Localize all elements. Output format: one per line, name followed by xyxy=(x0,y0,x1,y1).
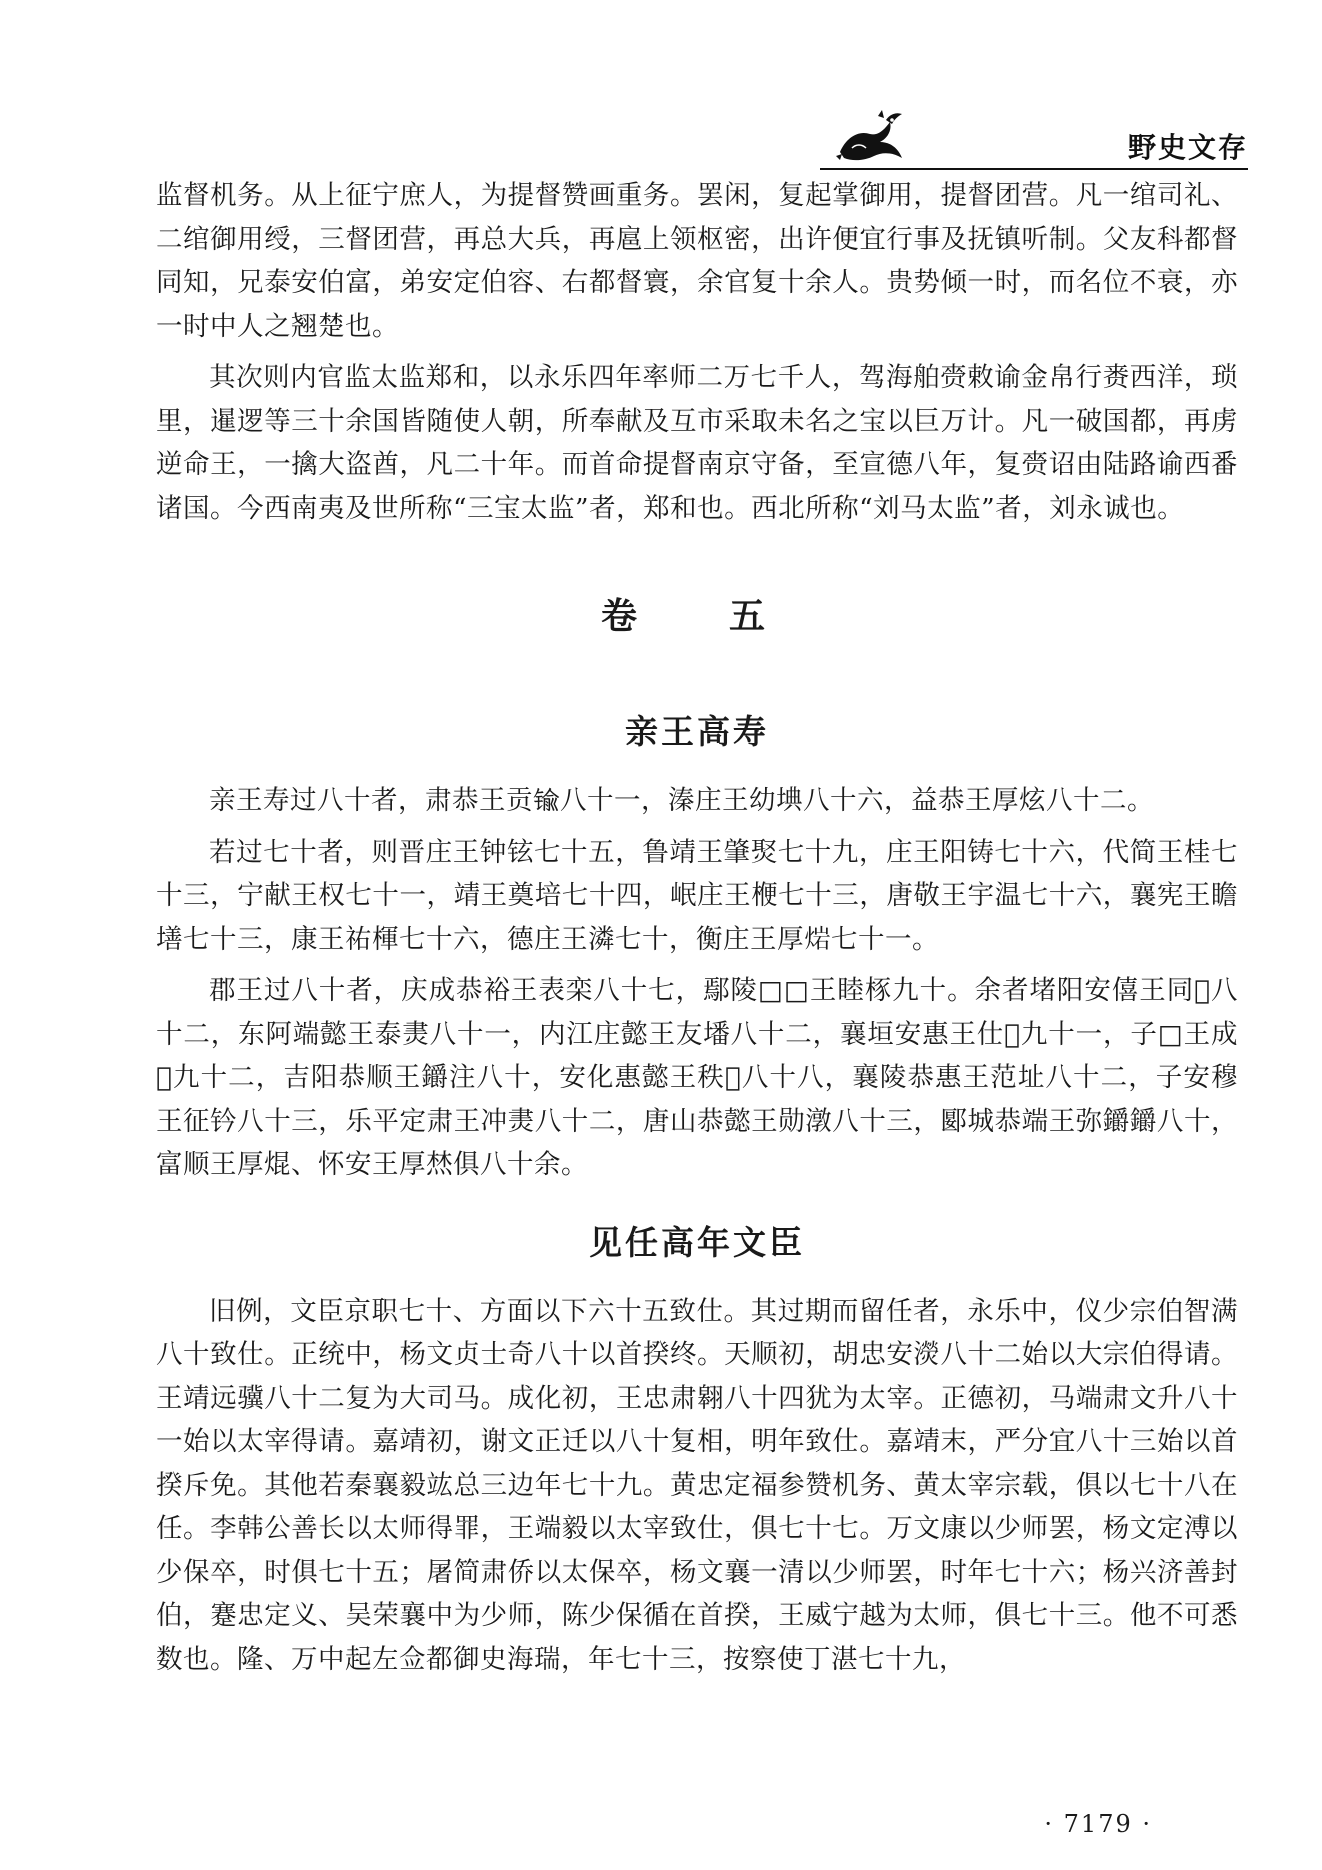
paragraph-officials-1: 旧例，文臣京职七十、方面以下六十五致仕。其过期而留任者，永乐中，仪少宗伯智满八十致仕。正统中，杨文贞士奇八十以首揆终。天顺初，胡忠安濙八十二始以大宗伯得请。王靖远骥八十二复为大司马。成化初，王忠肃翱八十四犹为太宰。正德初，马端肃文升八十一始以太宰得请。嘉靖初，谢文正迁以八十复相，明年致仕。嘉靖末，严分宜八十三始以首揆斥免。其他若秦襄毅竑总三边年七十九。黄忠定福参赞机务、黄太宰宗载，俱以七十八在任。李韩公善长以太师得罪，王端毅以太宰致仕，俱七十七。万文康以少师罢，杨文定溥以少保卒，时俱七十五；屠简肃侨以太保卒，杨文襄一清以少师罢，时年七十六；杨兴济善封伯，蹇忠定义、吴荣襄中为少师，陈少保循在首揆，王威宁越为太师，俱七十三。他不可悉数也。隆、万中起左佥都御史海瑞，年七十三，按察使丁湛七十九， xyxy=(156,1295,1238,1675)
dragon-emblem-icon xyxy=(832,108,910,168)
page-number: · 7179 · xyxy=(1044,1810,1152,1838)
header-rule xyxy=(820,168,1248,170)
paragraph-zheng-he: 其次则内官监太监郑和，以永乐四年率师二万七千人，驾海舶赍敕谕金帛行赉西洋，琐里，暹逻等三十余国皆随使人朝，所奉献及互市采取未名之宝以巨万计。凡一破国都，再虏逆命王，一擒大盗酋，凡二十年。而首命提督南京守备，至宣德八年，复赍诏由陆路谕西番诸国。今西南夷及世所称“三宝太监”者，郑和也。西北所称“刘马太监”者，刘永诚也。 xyxy=(156,362,1238,524)
series-title: 野史文存 xyxy=(1127,131,1248,164)
volume-heading: 卷 五 xyxy=(600,596,793,637)
text-body xyxy=(156,174,1238,1689)
section-title-officials: 见任高年文臣 xyxy=(589,1222,805,1262)
section-title-princes: 亲王高寿 xyxy=(625,712,769,751)
paragraph-princes-1: 亲王寿过八十者，肃恭王贡𨱎八十一，溱庄王幼㙉八十六，益恭王厚炫八十二。 xyxy=(209,785,1154,816)
paragraph-continued: 监督机务。从上征宁庶人，为提督赞画重务。罢闲，复起掌御用，提督团营。凡一绾司礼、二绾御用绶，三督团营，再总大兵，再扈上领枢密，出许便宜行事及抚镇听制。父友科都督同知，兄泰安伯富，弟安定伯容、右都督寰，余官复十余人。贵势倾一时，而名位不衰，亦一时中人之翘楚也。 xyxy=(156,180,1238,342)
paragraph-princes-2: 若过七十者，则晋庄王钟铉七十五，鲁靖王肇㷅七十九，庄王阳铸七十六，代简王桂七十三，宁献王权七十一，靖王奠培七十四，岷庄王楩七十三，唐敬王宇温七十六，襄宪王瞻墡七十三，康王祐楎七十六，德庄王潾七十，衡庄王厚𤊤七十一。 xyxy=(156,836,1238,955)
running-header xyxy=(820,108,1248,170)
paragraph-princes-3: 郡王过八十者，庆成恭裕王表栾八十七，鄢陵□□王睦㭬九十。余者堵阳安僖王同𨱋八十二，东阿端懿王泰㶳八十一，内江庄懿王友墦八十二，襄垣安惠王仕𡊮九十一，子□王成𨰾九十二，吉阳恭顺王𨰜注八十，安化惠懿王秩𤇥八十八，襄陵恭惠王范址八十二，子安穆王征钤八十三，乐平定肃王冲㶳八十二，唐山恭懿王勋潡八十三，郾城恭端王弥𨰜𨰜八十，富顺王厚焜、怀安王厚㷊俱八十余。 xyxy=(156,975,1238,1180)
